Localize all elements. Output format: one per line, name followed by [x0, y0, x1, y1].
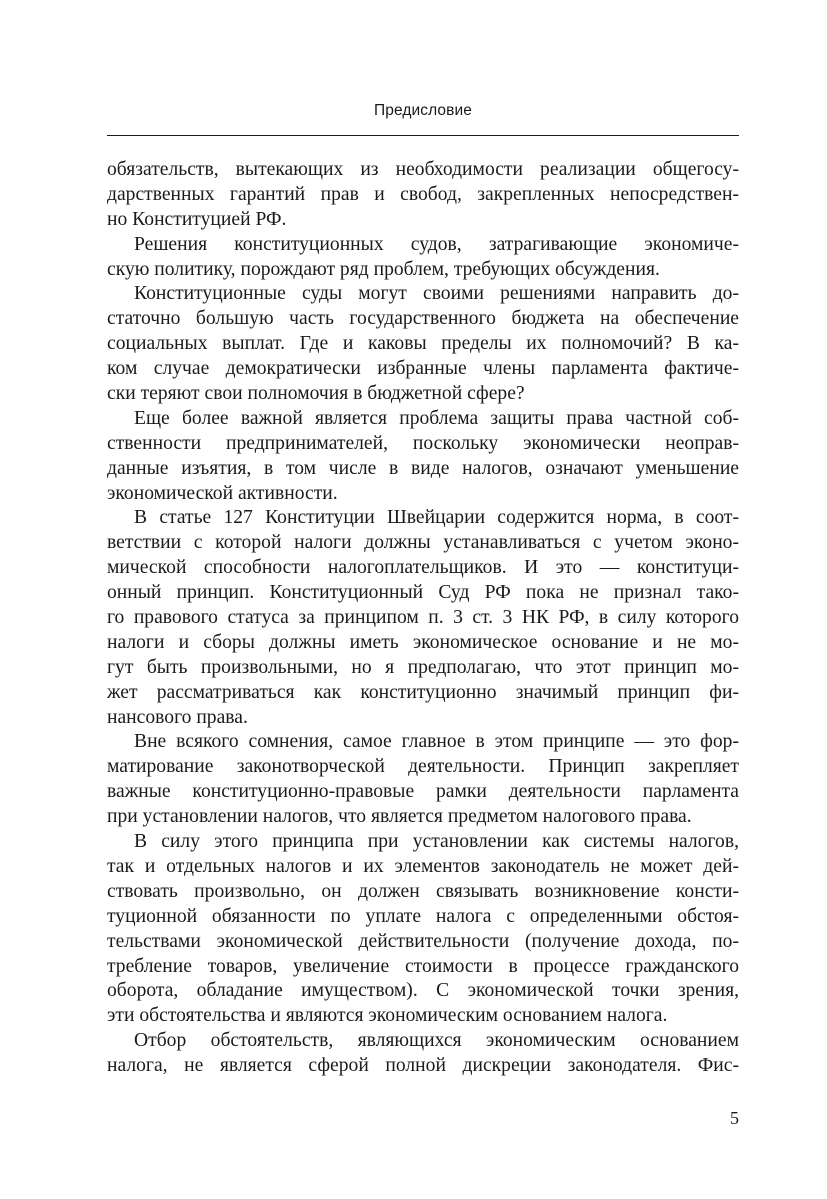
text-line: жет рассматриваться как конституционно значимый принцип фи-: [107, 681, 739, 703]
page-number: 5: [730, 1108, 739, 1128]
text-line: матирование законотворческой деятельности. Принцип закрепляет: [107, 756, 739, 778]
text-line: го правового статуса за принципом п. 3 ст. 3 НК РФ, в силу которого: [107, 607, 739, 629]
text-line: обязательств, вытекающих из необходимости реализации общегосу-: [107, 159, 739, 180]
paragraph: [107, 506, 739, 730]
running-header: Предисловие: [374, 102, 472, 119]
text-line: данные изъятия, в том числе в виде налогов, означают уменьшение: [107, 457, 739, 479]
text-line: Еще более важной является проблема защиты права частной соб-: [134, 407, 739, 429]
text-line: В силу этого принципа при установлении как системы налогов,: [134, 831, 739, 853]
text-line: экономической активности.: [107, 482, 338, 504]
text-line: социальных выплат. Где и каковы пределы их полномочий? В ка-: [107, 333, 739, 355]
text-line: важные конституционно-правовые рамки деятельности парламента: [107, 781, 739, 803]
text-line: но Конституцией РФ.: [107, 208, 287, 230]
paragraph: [107, 730, 739, 830]
text-line: налоги и сборы должны иметь экономическое основание и не мо-: [107, 631, 739, 653]
text-line: статочно большую часть государственного бюджета на обеспечение: [107, 308, 739, 330]
text-line: налога, не является сферой полной дискреции законодателя. Фис-: [107, 1055, 739, 1077]
paragraph: [107, 158, 739, 233]
text-line: ственности предпринимателей, поскольку экономически неоправ-: [107, 432, 739, 454]
text-line: гут быть произвольными, но я предполагаю, что этот принцип мо-: [107, 656, 739, 678]
body-text: [107, 158, 739, 1079]
paragraph: [107, 830, 739, 1029]
text-line: скую политику, порождают ряд проблем, требующих обсуждения.: [107, 258, 660, 280]
text-line: ком случае демократически избранные члены парламента фактиче-: [107, 358, 739, 380]
text-line: так и отдельных налогов и их элементов законодатель не может дей-: [107, 855, 739, 877]
text-line: Отбор обстоятельств, являющихся экономическим основанием: [134, 1030, 739, 1052]
text-line: Вне всякого сомнения, самое главное в этом принципе — это фор-: [134, 731, 739, 753]
text-line: оборота, обладание имуществом). С экономической точки зрения,: [107, 980, 739, 1002]
text-line: Конституционные суды могут своими решениями направить до-: [134, 283, 739, 305]
paragraph: [107, 407, 739, 507]
paragraph: [107, 1029, 739, 1079]
text-line: мической способности налогоплательщиков. И это — конституци-: [107, 557, 739, 579]
text-line: при установлении налогов, что является предметом налогового права.: [107, 806, 692, 828]
paragraph: [107, 282, 739, 406]
text-line: ствовать произвольно, он должен связывать возникновение консти-: [107, 880, 739, 902]
text-line: ски теряют свои полномочия в бюджетной сфере?: [107, 383, 525, 405]
text-line: требление товаров, увеличение стоимости в процессе гражданского: [107, 955, 739, 977]
text-line: эти обстоятельства и являются экономическим основанием налога.: [107, 1005, 668, 1027]
text-line: нансового права.: [107, 706, 248, 728]
text-line: туционной обязанности по уплате налога с определенными обстоя-: [107, 905, 739, 927]
paragraph: [107, 233, 739, 283]
text-line: ветствии с которой налоги должны устанавливаться с учетом эконо-: [107, 532, 739, 554]
text-line: тельствами экономической действительности (получение дохода, по-: [107, 930, 739, 952]
text-line: онный принцип. Конституционный Суд РФ пока не признал тако-: [107, 582, 739, 604]
text-line: Решения конституционных судов, затрагивающие экономиче-: [134, 233, 739, 255]
header-divider: [107, 135, 739, 136]
text-line: В статье 127 Конституции Швейцарии содержится норма, в соот-: [134, 507, 739, 529]
text-line: дарственных гарантий прав и свобод, закрепленных непосредствен-: [107, 183, 739, 205]
